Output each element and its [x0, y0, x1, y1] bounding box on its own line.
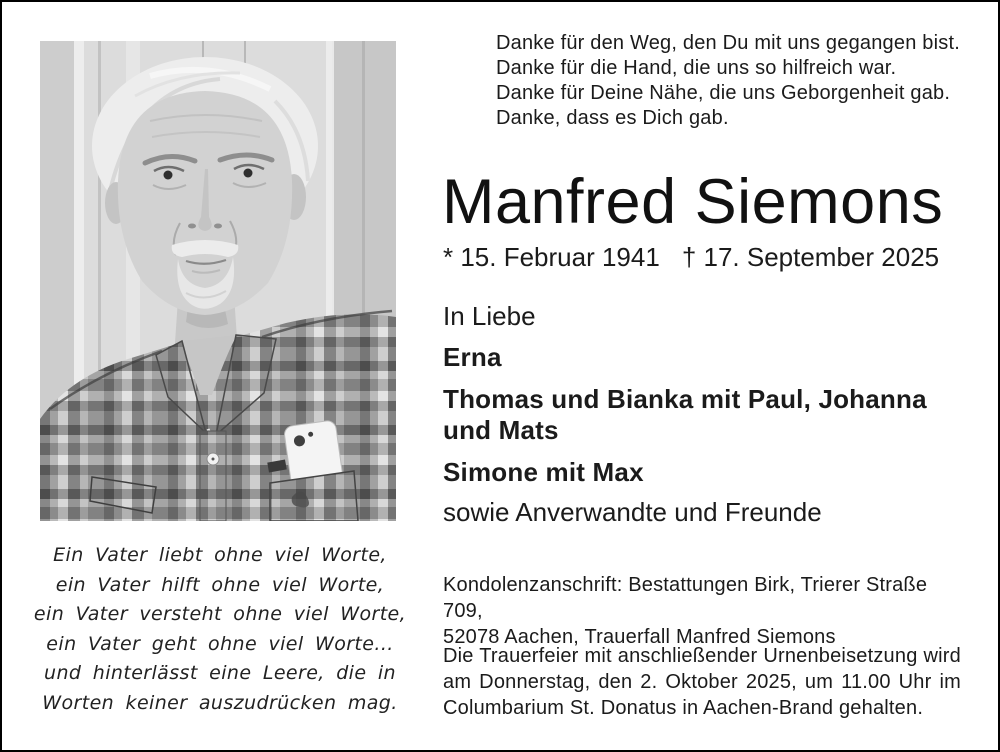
poem-line: ein Vater versteht ohne viel Worte,: [33, 603, 407, 625]
verse-line: Danke für Deine Nähe, die uns Geborgenheit gab.: [496, 82, 951, 104]
poem-line: Ein Vater liebt ohne viel Worte,: [53, 544, 387, 566]
death-date: † 17. September 2025: [681, 242, 940, 272]
verse-line: Danke für den Weg, den Du mit uns gegangen bist.: [496, 32, 960, 54]
funeral-line: Columbarium St. Donatus in Aachen-Brand gehalten.: [443, 697, 924, 719]
birth-date: * 15. Februar 1941: [443, 242, 660, 272]
condolence-address: [443, 572, 965, 650]
portrait-svg: [40, 41, 396, 521]
family-outro: sowie Anverwandte und Freunde: [443, 497, 822, 527]
verse-line: Danke, dass es Dich gab.: [496, 107, 729, 129]
poem-line: ein Vater geht ohne viel Worte...: [46, 632, 394, 655]
verse-line: Danke für die Hand, die uns so hilfreich war.: [496, 57, 897, 79]
poem-line: ein Vater hilft ohne viel Worte,: [55, 573, 385, 596]
family-name: Erna: [443, 342, 502, 372]
funeral-line: Die Trauerfeier mit anschließender Urnenbeisetzung wird: [443, 645, 961, 667]
family-intro: In Liebe: [443, 301, 536, 331]
opening-verse: [496, 31, 960, 131]
condolence-line: Kondolenzanschrift: Bestattungen Birk, Trierer Straße 709,: [443, 574, 928, 622]
life-dates: [443, 242, 939, 272]
poem-line: und hinterlässt eine Leere, die in: [44, 662, 396, 684]
family-names: [443, 342, 965, 499]
family-name: Thomas und Bianka mit Paul, Johanna und Mats: [443, 384, 927, 445]
funeral-line: am Donnerstag, den 2. Oktober 2025, um 11.00 Uhr im: [443, 671, 961, 693]
funeral-info: [443, 643, 961, 721]
portrait-photo: [40, 41, 396, 521]
condolence-line: 52078 Aachen, Trauerfall Manfred Siemons: [443, 626, 836, 648]
portrait-face: [118, 91, 292, 315]
poem-line: Worten keiner auszudrücken mag.: [42, 691, 398, 714]
family-name: Simone mit Max: [443, 457, 644, 487]
deceased-name: Manfred Siemons: [442, 167, 944, 237]
father-poem: [14, 541, 426, 718]
